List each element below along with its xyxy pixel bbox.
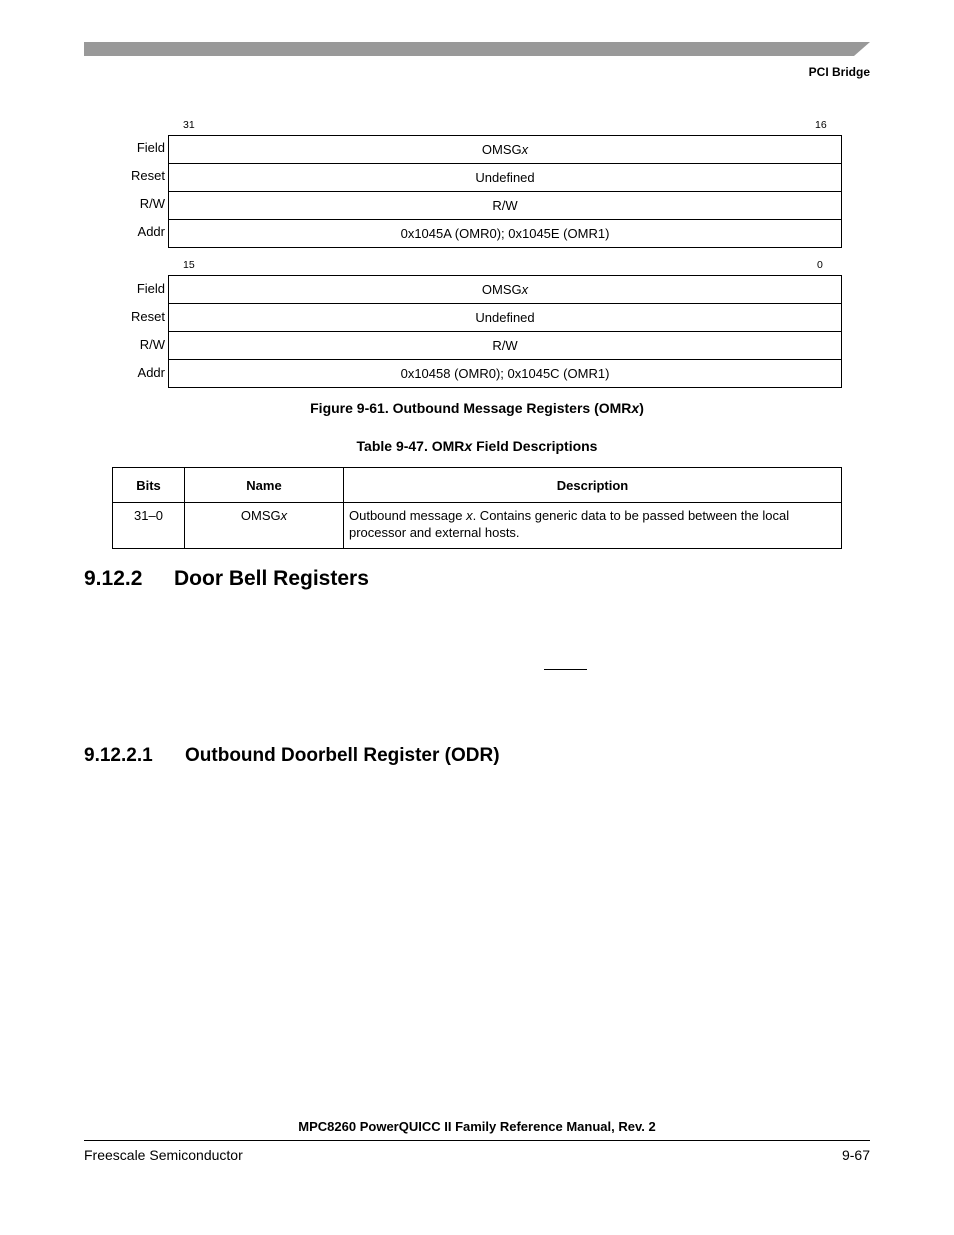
row-label-field: Field xyxy=(136,281,165,296)
row-label-rw: R/W xyxy=(139,196,165,211)
footer-company: Freescale Semiconductor xyxy=(84,1147,243,1163)
field-cell: OMSGx xyxy=(169,276,841,304)
rw-cell: R/W xyxy=(169,332,841,360)
column-header-name: Name xyxy=(185,468,344,503)
page-number: 9-67 xyxy=(841,1147,870,1163)
name-cell: OMSGx xyxy=(185,503,344,549)
bit-number-high: 15 xyxy=(183,259,195,271)
row-label-field: Field xyxy=(136,140,165,155)
addr-cell: 0x1045A (OMR0); 0x1045E (OMR1) xyxy=(400,226,610,241)
row-label-reset: Reset xyxy=(131,309,165,324)
overbar-line xyxy=(544,669,587,670)
footer-manual-title: MPC8260 PowerQUICC II Family Reference Manual, Rev. 2 xyxy=(298,1119,656,1134)
figure-caption: Figure 9-61. Outbound Message Registers (OMRx) xyxy=(310,400,644,416)
reset-cell: Undefined xyxy=(169,164,841,192)
field-description-table xyxy=(112,467,842,549)
row-label-addr: Addr xyxy=(137,365,165,380)
description-cell: Outbound message x. Contains generic data to be passed between the local processor and external hosts. xyxy=(344,503,842,549)
row-label-rw: R/W xyxy=(139,337,165,352)
register-upper-half xyxy=(168,135,842,248)
addr-cell: 0x10458 (OMR0); 0x1045C (OMR1) xyxy=(400,366,610,381)
rw-cell: R/W xyxy=(169,192,841,220)
row-label-addr: Addr xyxy=(137,224,165,239)
table-header-row xyxy=(113,468,842,503)
bit-number-low: 16 xyxy=(815,119,827,131)
section-heading: 9.12.2 Door Bell Registers xyxy=(84,567,369,590)
table-title: Table 9-47. OMRx Field Descriptions xyxy=(356,438,598,454)
field-cell: OMSGx xyxy=(169,136,841,164)
reset-cell: Undefined xyxy=(169,304,841,332)
bit-number-low: 0 xyxy=(817,259,823,271)
bit-number-high: 31 xyxy=(183,119,195,131)
column-header-description: Description xyxy=(344,468,842,503)
running-header-section: PCI Bridge xyxy=(808,65,870,79)
register-lower-half xyxy=(168,275,842,388)
column-header-bits: Bits xyxy=(113,468,185,503)
row-label-reset: Reset xyxy=(131,168,165,183)
subsection-heading: 9.12.2.1 Outbound Doorbell Register (ODR) xyxy=(84,745,500,766)
bits-cell: 31–0 xyxy=(113,503,185,549)
table-row xyxy=(113,503,842,549)
footer-divider xyxy=(84,1140,870,1141)
header-bar xyxy=(84,42,870,56)
